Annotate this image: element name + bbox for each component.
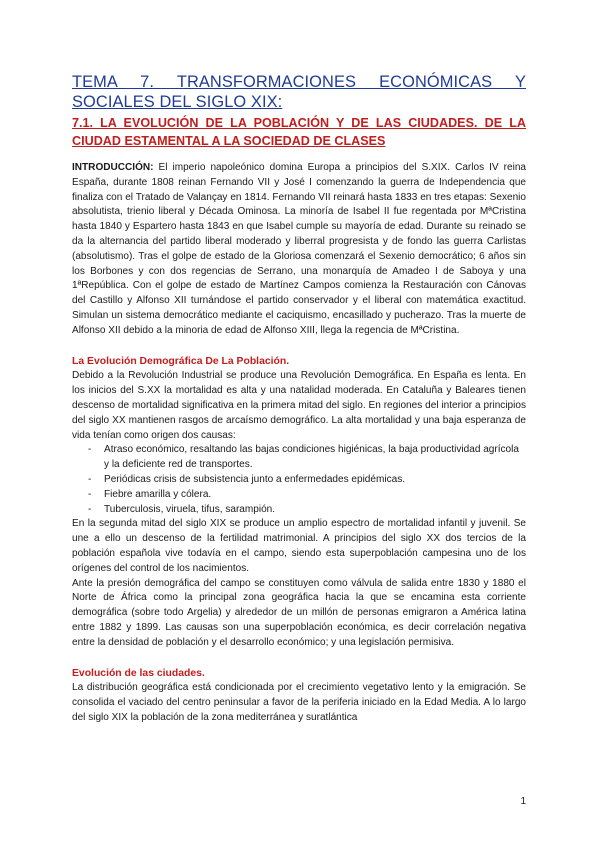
page-title: TEMA 7. TRANSFORMACIONES ECONÓMICAS Y SOCIALES DEL SIGLO XIX: <box>72 73 526 111</box>
document-page <box>72 72 526 726</box>
causes-list <box>72 443 526 517</box>
demography-heading: La Evolución Demográfica De La Población. <box>72 355 290 367</box>
list-item: - Tuberculosis, viruela, tifus, sarampión. <box>104 503 526 518</box>
cities-heading: Evolución de las ciudades. <box>72 667 205 679</box>
cities-paragraph-1: La distribución geográfica está condicionada por el crecimiento vegetativo lento y la emigración. Se consolida el vaciado del centro peninsular a favor de la periferia iniciado en la Edad Media. A lo largo del siglo XIX la población de la zona mediterránea y suratlántica <box>72 682 526 723</box>
list-item: - Periódicas crisis de subsistencia junto a enfermedades epidémicas. <box>104 473 526 488</box>
page-number: 1 <box>520 796 526 807</box>
demography-paragraph-1: Debido a la Revolución Industrial se produce una Revolución Demográfica. En España es lenta. En los inicios del S.XX la mortalidad es alta y una natalidad moderada. En Cataluña y Baleares tienen descenso de mortalidad significativa en la primera mitad del siglo. En regiones del interior a principios del siglo XX mantienen rasgos de arcaísmo demográfico. La alta mortalidad y una baja esperanza de vida tenían como origen dos causas: <box>72 370 526 441</box>
demography-paragraph-3: Ante la presión demográfica del campo se constituyen como válvula de salida entre 1830 y 1880 el Norte de África como la principal zona geográfica hacia la que se encamina esta corriente demográfica (sobre todo Argelia) y alrededor de un millón de personas emigraron a América latina entre 1882 y 1899. Las causas son una superpoblación económica, es decir correlación negativa entre la densidad de población y el desarrollo económico; y una legislación permisiva. <box>72 577 526 648</box>
list-item: - Fiebre amarilla y cólera. <box>104 488 526 503</box>
intro-text: El imperio napoleónico domina Europa a principios del S.XIX. Carlos IV reina España, durante 1808 reinan Fernando VII y José I comenzando la guerra de Independencia que finaliza con el Tratado de Valançay en 1814. Fernando VII reinará hasta 1833 en tres etapas: Sexenio absolutista, trienio liberal y Década Ominosa. La minoría de Isabel II fue regentada por MªCristina hasta 1840 y Espartero hasta 1843 en que Isabel cumple su mayoría de edad. Durante su reinado se da la alternancia del partido liberal moderado y liberral progresista y de fondo las guerra Carlistas (absolutismo). Tras el golpe de estado de la Gloriosa comenzará el Sexenio democrático; 6 años sin los Borbones y con dos regencias de Serrano, una monarquía de Amadeo I de Saboya y una 1ªRepública. Con el golpe de estado de Martínez Campos comienza la Restauración con Cánovas del Castillo y Alfonso XII turnándose el partido conservador y el liberal con matemática exactitud. Simulan un sistema democrático mediante el caciquismo, encasillado y pucherazo. Tras la muerte de Alfonso XII debido a la minoria de edad de Alfonso XIII, llega la regencia de MªCristina. <box>72 162 526 336</box>
list-item: - Atraso económico, resaltando las bajas condiciones higiénicas, la baja productividad agrícola y la deficiente red de transportes. <box>104 443 526 473</box>
intro-paragraph <box>72 161 526 339</box>
demography-paragraph-2: En la segunda mitad del siglo XIX se produce un amplio espectro de mortalidad infantil y juvenil. Se une a ello un descenso de la fertilidad matrimonial. A principios del siglo XX dos tercios de la población española vive todavía en el campo, siendo esta superpoblación campesina uno de los orígenes del control de los nacimientos. <box>72 518 526 574</box>
section-subtitle: 7.1. LA EVOLUCIÓN DE LA POBLACIÓN Y DE LAS CIUDADES. DE LA CIUDAD ESTAMENTAL A LA SOCIEDAD DE CLASES <box>72 116 526 148</box>
intro-lead: INTRODUCCIÓN: <box>72 162 154 173</box>
